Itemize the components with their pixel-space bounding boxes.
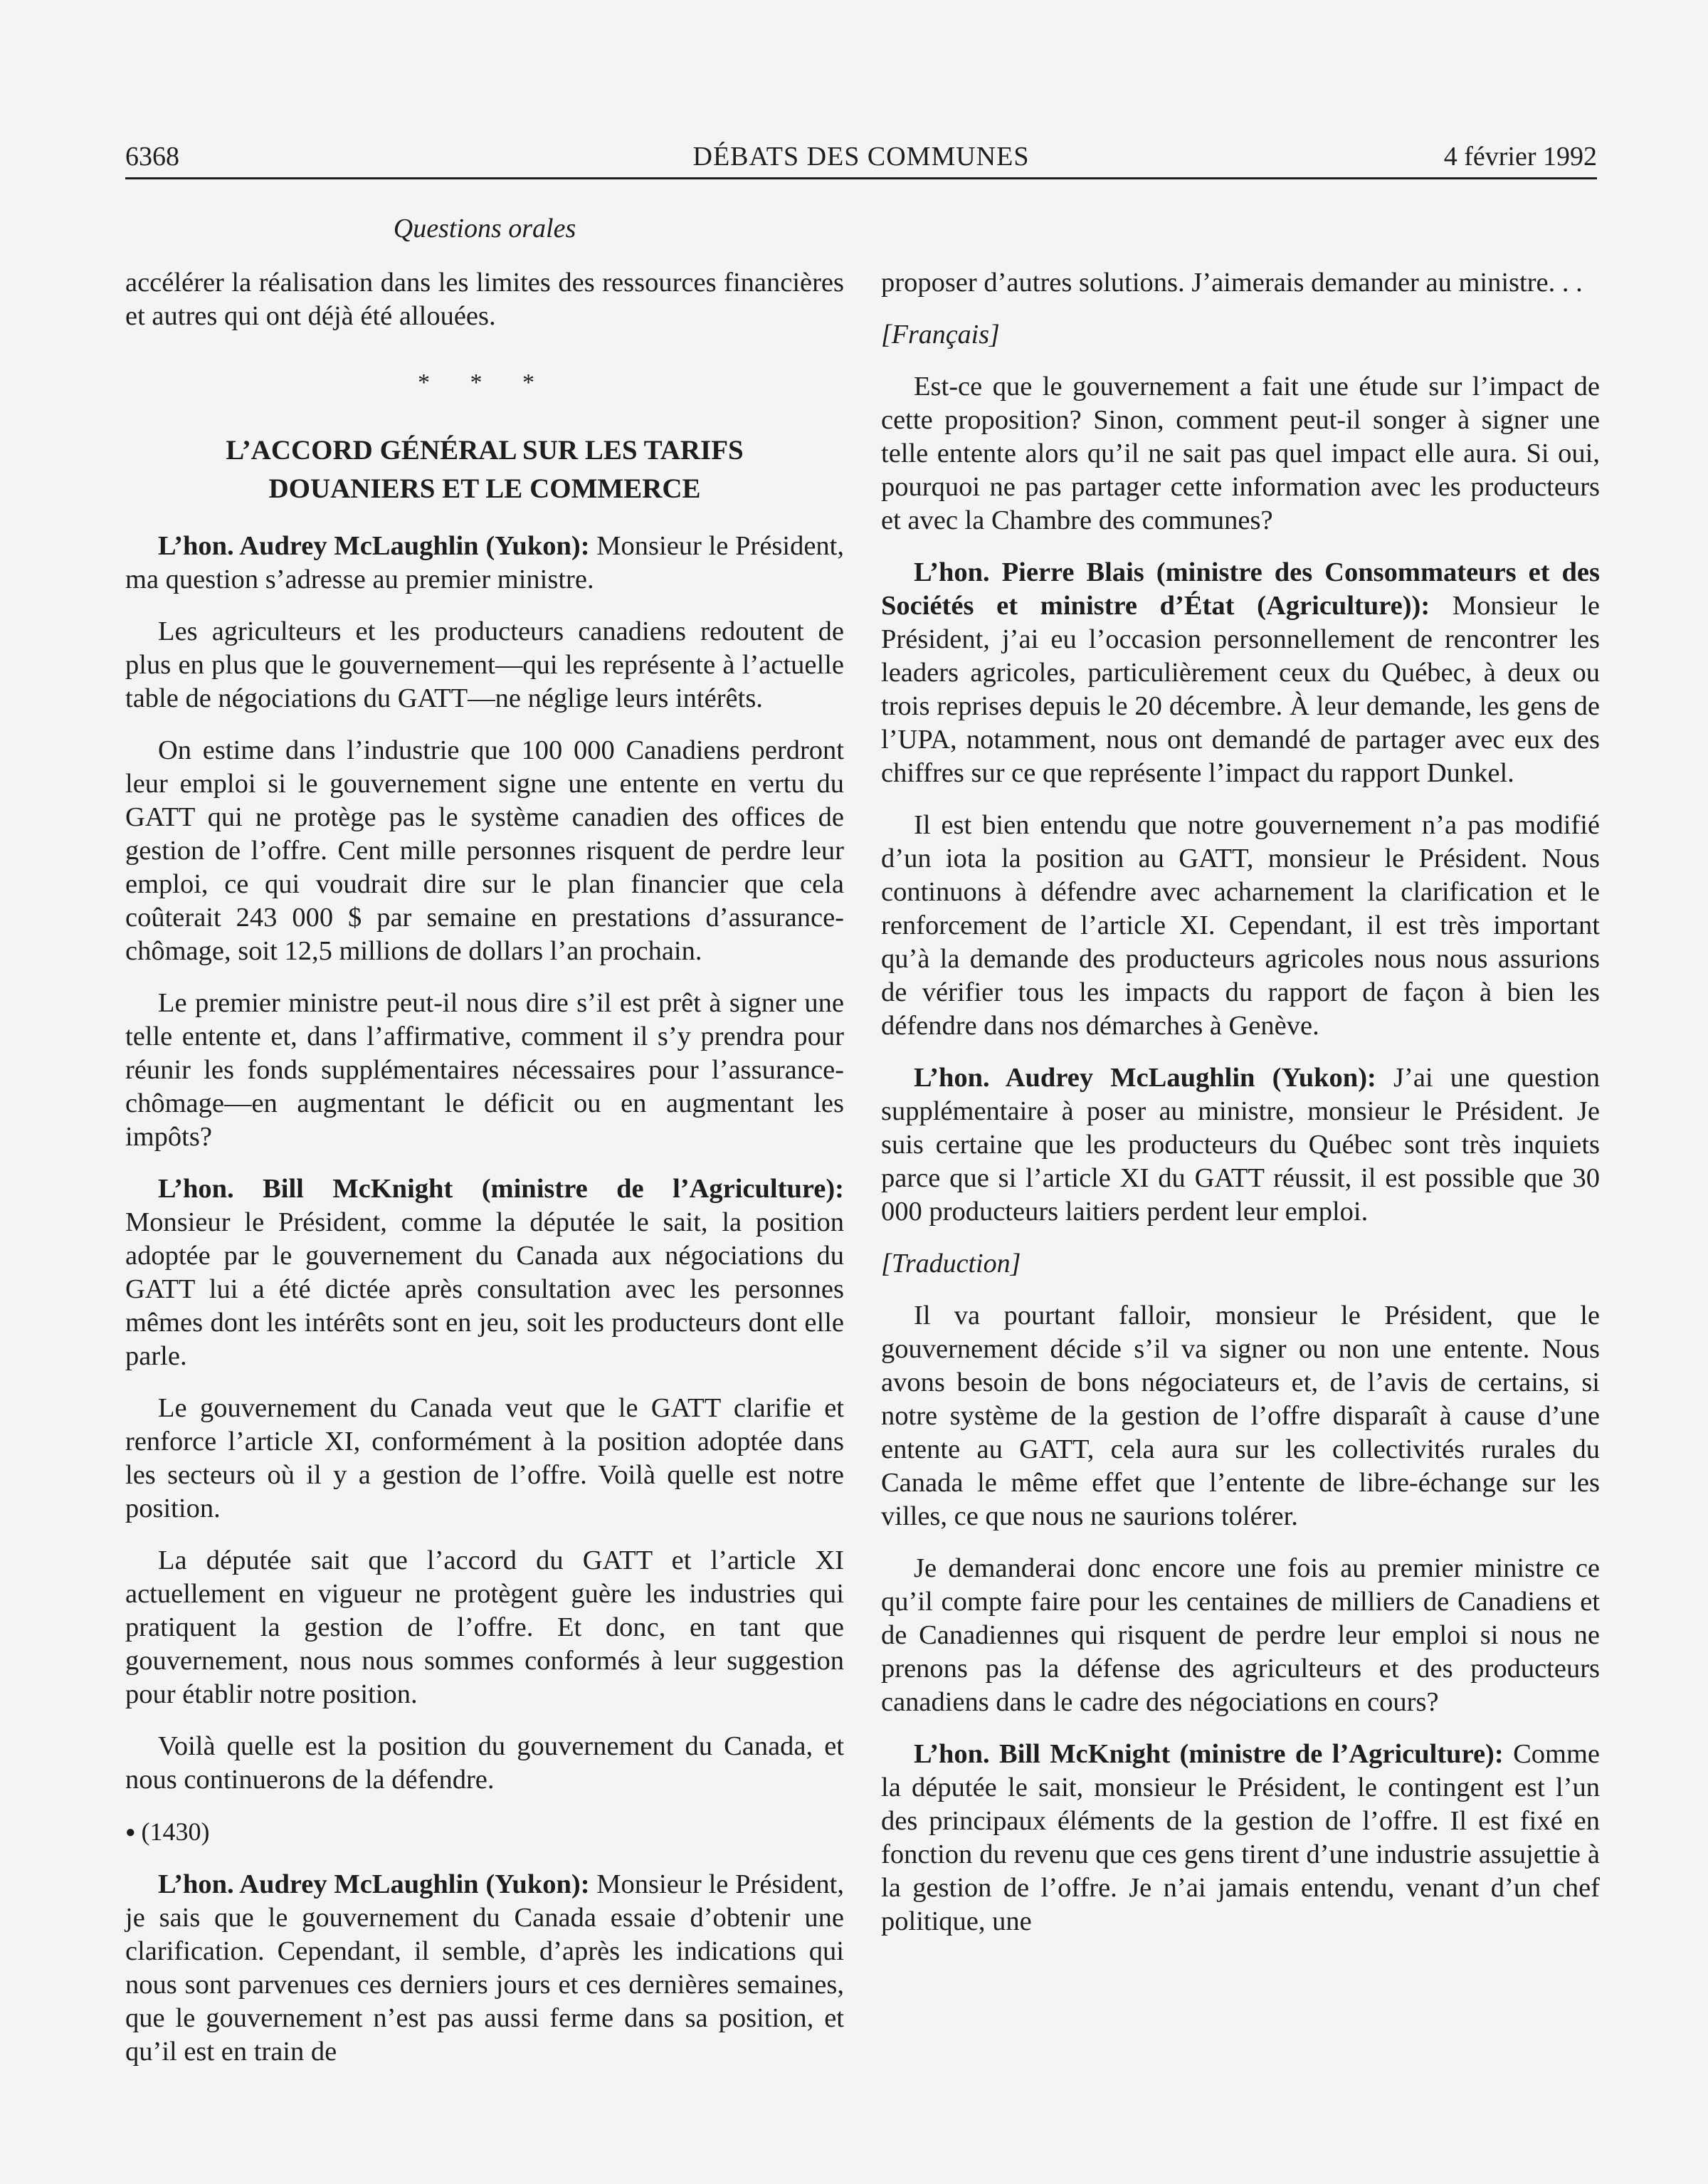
heading-line: DOUANIERS ET LE COMMERCE (268, 473, 701, 504)
paragraph: On estime dans l’industrie que 100 000 Canadiens perdront leur emploi si le gouvernement signe une entente en vertu du GATT qui ne protège pas le système canadien des offices de gestion de l’offre. Cent mille personnes risquent de perdre leur emploi, ce qui voudrait dire sur le plan financier que cela coûterait 243 000 $ par semaine en prestations d’assurance-chômage, soit 12,5 millions de dollars l’an prochain. (125, 735, 844, 966)
speaker-name: L’hon. Audrey McLaughlin (Yukon): (158, 1869, 590, 1899)
paragraph: Voilà quelle est la position du gouvernement du Canada, et nous continuerons de la défendre. (125, 1731, 844, 1795)
speaker-name: L’hon. Pierre Blais (ministre des Consommateurs et des Sociétés et ministre d’État (Agriculture)): (881, 557, 1600, 621)
paragraph: Je demanderai donc encore une fois au premier ministre ce qu’il compte faire pour les centaines de milliers de Canadiens et de Canadiennes qui risquent de perdre leur emploi si nous ne prenons pas la défense des agriculteurs et des producteurs canadiens dans le cadre des négociations en cours? (881, 1553, 1600, 1717)
paragraph: Le gouvernement du Canada veut que le GATT clarifie et renforce l’article XI, conformément à la position adoptée dans les secteurs où il y a gestion de l’offre. Voilà quelle est notre position. (125, 1393, 844, 1523)
paragraph: proposer d’autres solutions. J’aimerais demander au ministre. . . (881, 268, 1583, 298)
left-column (125, 266, 844, 2087)
page-number: 6368 (125, 142, 179, 172)
heading-line: L’ACCORD GÉNÉRAL SUR LES TARIFS (226, 435, 744, 466)
speech-paragraph (125, 1868, 844, 2069)
paragraph: Il va pourtant falloir, monsieur le Président, que le gouvernement décide s’il va signer ou non une entente. Nous avons besoin de bons négociateurs et, de l’avis de certains, si notre système de la gestion de l’offre disparaît à cause d’une entente au GATT, cela aura sur les collectivités rurales du Canada le même effet que l’entente de libre-échange sur les villes, ce que nous ne saurions tolérer. (881, 1301, 1600, 1531)
speech-text: Monsieur le Président, je sais que le gouvernement du Canada essaie d’obtenir une clarification. Cependant, il semble, d’après les indications qui nous sont parvenues ces derniers jours et ces dernières semaines, que le gouvernement n’est pas aussi ferme dans sa position, et qu’il est en train de (125, 1869, 844, 2067)
speaker-name: L’hon. Audrey McLaughlin (Yukon): (158, 531, 590, 561)
speaker-name: L’hon. Audrey McLaughlin (Yukon): (914, 1063, 1376, 1093)
section-heading (125, 431, 844, 508)
header-rule (125, 177, 1597, 179)
paragraph: Les agriculteurs et les producteurs canadiens redoutent de plus en plus que le gouvernement—qui les représente à l’actuelle table de négociations du GATT—ne néglige leurs intérêts. (125, 616, 844, 713)
issue-date: 4 février 1992 (1443, 142, 1597, 172)
speech-text: Comme la députée le sait, monsieur le Président, le contingent est l’un des principaux éléments de la gestion de l’offre. Il est fixé en fonction du revenu que ces gens tirent d’une industrie assujettie à la gestion de l’offre. Je n’ai jamais entendu, venant d’un chef politique, une (881, 1739, 1600, 1936)
journal-title: DÉBATS DES COMMUNES (692, 142, 1030, 172)
bullet-icon: ● (125, 1823, 136, 1842)
section-label: Questions orales (393, 214, 576, 243)
speech-paragraph (125, 1172, 844, 1373)
speech-text: J’ai une question supplémentaire à poser au ministre, monsieur le Président. Je suis certaine que les producteurs du Québec sont très inquiets parce que si l’article XI du GATT réussit, il est possible que 30 000 producteurs laitiers perdent leur emploi. (881, 1063, 1600, 1227)
speech-paragraph (881, 1738, 1600, 1938)
section-separator: * * * (418, 369, 552, 396)
running-head (125, 137, 1597, 177)
timecode (125, 1815, 844, 1849)
paragraph: Il est bien entendu que notre gouvernement n’a pas modifié d’un iota la position au GATT, monsieur le Président. Nous continuons à défendre avec acharnement la clarification et le renforcement de l’article XI. Cependant, il est très important qu’à la demande des producteurs agricoles nous nous assurions de vérifier tous les impacts du rapport de façon à bien les défendre dans nos démarches à Genève. (881, 810, 1600, 1041)
speech-text: Monsieur le Président, ma question s’adresse au premier ministre. (125, 531, 844, 594)
timecode-text: (1430) (141, 1817, 210, 1846)
speech-paragraph (125, 530, 844, 597)
speech-paragraph (881, 556, 1600, 790)
speaker-name: L’hon. Bill McKnight (ministre de l’Agriculture): (158, 1174, 844, 1204)
paragraph: Le premier ministre peut-il nous dire s’il est prêt à signer une telle entente et, dans l’affirmative, comment il s’y prendra pour réunir les fonds supplémentaires nécessaires pour l’assurance-chômage—en augmentant le déficit ou en augmentant les impôts? (125, 988, 844, 1152)
speech-text: Monsieur le Président, j’ai eu l’occasion personnellement de rencontrer les leaders agricoles, particulièrement ceux du Québec, à deux ou trois reprises depuis le 20 décembre. À leur demande, les gens de l’UPA, notamment, nous ont demandé de partager avec eux des chiffres sur ce que représente l’impact du rapport Dunkel. (881, 591, 1600, 788)
language-tag: [Français] (881, 320, 1000, 350)
speech-paragraph (881, 1061, 1600, 1229)
paragraph: Est-ce que le gouvernement a fait une étude sur l’impact de cette proposition? Sinon, comment peut-il songer à signer une telle entente alors qu’il ne sait pas quel impact elle aura. Si oui, pourquoi ne pas partager cette information avec les producteurs et avec la Chambre des communes? (881, 372, 1600, 535)
speaker-name: L’hon. Bill McKnight (ministre de l’Agriculture): (914, 1739, 1504, 1769)
speech-text: Monsieur le Président, comme la députée le sait, la position adoptée par le gouvernement du Canada aux négociations du GATT lui a été dictée après consultation avec les personnes mêmes dont les intérêts sont en jeu, soit les producteurs dont elle parle. (125, 1207, 844, 1371)
paragraph: accélérer la réalisation dans les limites des ressources financières et autres qui ont déjà été allouées. (125, 268, 844, 331)
right-column (881, 266, 1600, 1957)
paragraph: La députée sait que l’accord du GATT et l’article XI actuellement en vigueur ne protègent guère les industries qui pratiquent la gestion de l’offre. Et donc, en tant que gouvernement, nous nous sommes conformés à leur suggestion pour établir notre position. (125, 1545, 844, 1709)
language-tag: [Traduction] (881, 1249, 1021, 1279)
